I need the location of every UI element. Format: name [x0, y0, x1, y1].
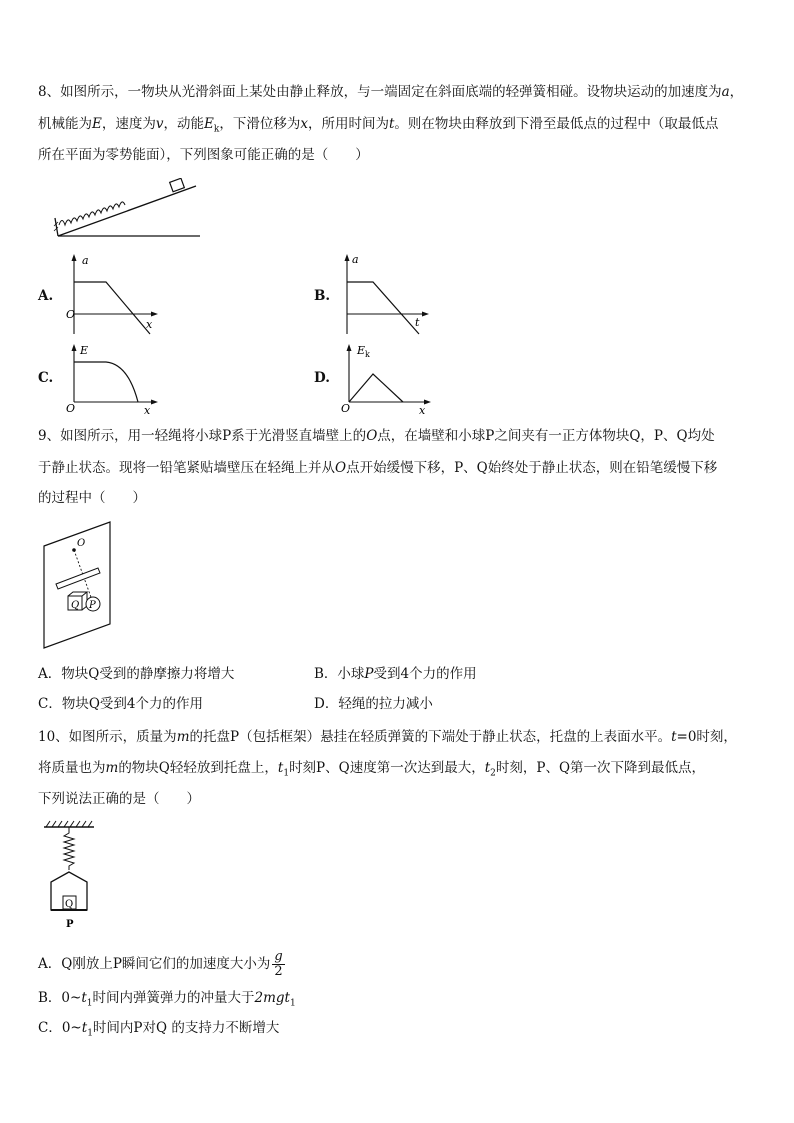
- q8-c-ylabel: E: [80, 344, 89, 357]
- q9-line-2: 于静止状态。现将一铅笔紧贴墙壁压在轻绳上并从O点开始缓慢下移，P、Q始终处于静止状态，则在铅笔缓慢下移: [38, 460, 718, 476]
- q8-option-c-label[interactable]: C.: [38, 370, 54, 386]
- q8-graph-c[interactable]: [62, 340, 162, 418]
- q8-option-b-label[interactable]: B.: [314, 288, 331, 304]
- spring-tray-figure: [38, 818, 108, 934]
- q8-a-curve: [74, 282, 150, 334]
- wall-ball-figure: [38, 518, 118, 652]
- q8-b-curve: [347, 282, 419, 334]
- q8-a-origin: O: [66, 308, 76, 321]
- q8-d-origin: O: [341, 402, 351, 415]
- q9-line-3: 的过程中（ ）: [38, 490, 146, 506]
- label-p: P: [66, 919, 74, 930]
- label-p: P: [89, 600, 96, 611]
- q10-option-b[interactable]: B．$0\sim t_1$时间内弹簧弹力的冲量大于2mgt$_1$: [38, 990, 296, 1009]
- q8-graph-a[interactable]: [62, 250, 162, 340]
- q10-line-2: 将质量也为m的物块Q轻轻放到托盘上，$t_1$时刻P、Q速度第一次达到最大，$t_2$时刻，P、Q第一次下降到最低点，: [38, 760, 706, 779]
- label-q: Q: [65, 899, 74, 910]
- label-o: O: [77, 538, 86, 549]
- q8-graph-b[interactable]: [337, 250, 437, 340]
- q9-option-c[interactable]: C．物块Q受到4个力的作用: [38, 696, 204, 712]
- q10-line-3: 下列说法正确的是（ ）: [38, 791, 200, 807]
- q10-line-1: 10、如图所示，质量为m的托盘P（包括框架）悬挂在轻质弹簧的下端处于静止状态，托盘的上表面水平。t=0时刻，: [38, 729, 737, 745]
- q9-option-a[interactable]: A．物块Q受到的静摩擦力将增大: [38, 666, 235, 682]
- q9-option-d[interactable]: D．轻绳的拉力减小: [314, 696, 433, 712]
- q8-b-xlabel: t: [415, 316, 420, 329]
- incline-line: [58, 186, 196, 236]
- q10-option-c[interactable]: C．$0\sim t_1$时间内P对Q 的支持力不断增大: [38, 1020, 280, 1039]
- q10-option-a[interactable]: A．Q刚放上P瞬间它们的加速度大小为 $\frac{g}{2}$: [38, 949, 283, 979]
- q8-d-ylabel: E: [357, 344, 366, 357]
- q8-d-xlabel: x: [419, 404, 426, 417]
- spring: [64, 827, 74, 870]
- q8-line-1: 8、如图所示，一物块从光滑斜面上某处由静止释放，与一端固定在斜面底端的轻弹簧相碰。设物块运动的加速度为a，: [38, 84, 744, 100]
- q8-b-ylabel: a: [352, 253, 359, 266]
- q9-line-1: 9、如图所示，用一轻绳将小球P系于光滑竖直墙壁上的O点，在墙壁和小球P之间夹有一正方体物块Q，P、Q均处: [38, 428, 715, 444]
- q8-c-curve: [74, 362, 138, 402]
- q9-option-b[interactable]: B．小球P受到4个力的作用: [314, 666, 477, 682]
- incline-spring-figure: [50, 178, 210, 243]
- q8-option-a-label[interactable]: A.: [38, 288, 54, 304]
- block: [170, 178, 185, 192]
- q8-line-3: 所在平面为零势能面），下列图象可能正确的是（ ）: [38, 147, 369, 163]
- spring-coil: [59, 202, 125, 225]
- q8-graph-d[interactable]: [337, 340, 437, 418]
- q8-a-xlabel: x: [146, 318, 153, 331]
- q8-option-d-label[interactable]: D.: [314, 370, 330, 386]
- q8-c-origin: O: [66, 402, 76, 415]
- fraction-g-over-2: $\frac{g}{2}$: [274, 949, 283, 979]
- label-q: Q: [71, 600, 80, 611]
- q8-d-curve: [349, 374, 403, 402]
- q8-d-ylabel-sub: k: [365, 350, 370, 359]
- q8-c-xlabel: x: [144, 404, 151, 417]
- q8-line-2: 机械能为E，速度为v，动能$E_k$，下滑位移为x，所用时间为t。则在物块由释放到下滑至最低点的过程中（取最低点: [38, 116, 719, 135]
- q8-a-ylabel: a: [82, 254, 89, 267]
